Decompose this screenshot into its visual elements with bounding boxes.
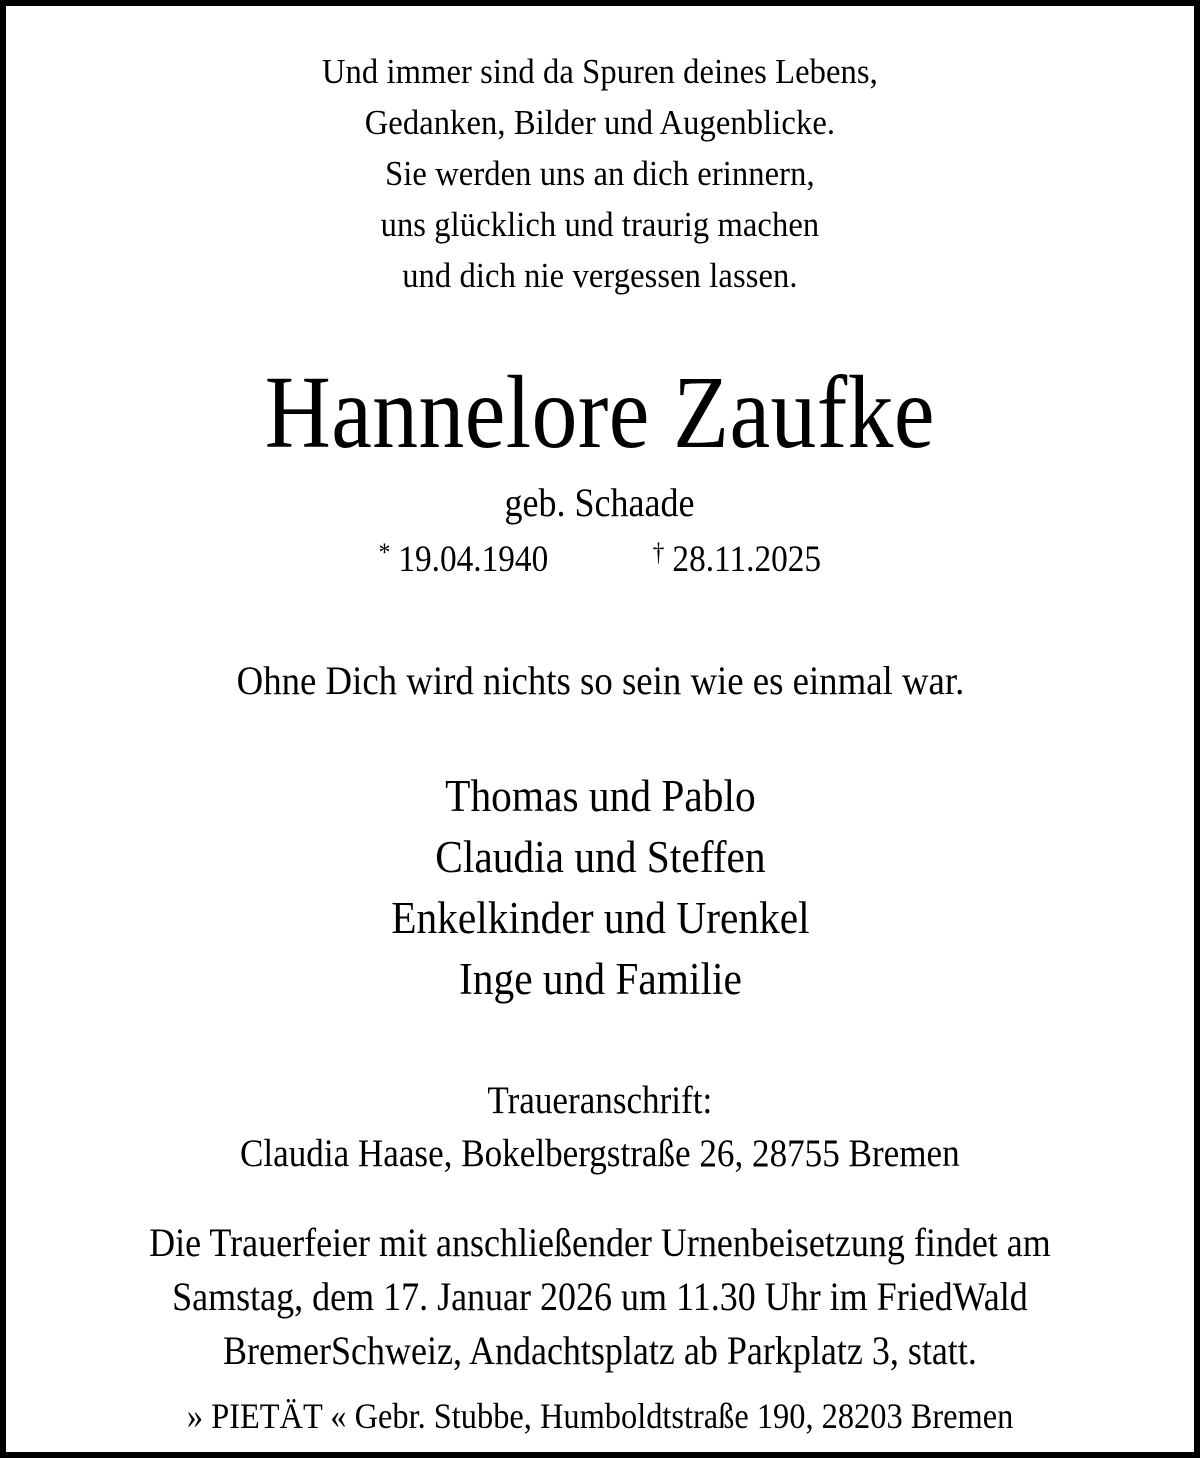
verse-line-2: Gedanken, Bilder und Augenblicke. — [364, 103, 836, 142]
death-date: 28.11.2025 — [672, 539, 822, 580]
verse-line-1: Und immer sind da Spuren deines Lebens, — [322, 52, 878, 91]
survivor-line-3: Enkelkinder und Urenkel — [390, 893, 810, 943]
deceased-name: Hannelore Zaufke — [264, 355, 936, 470]
mourning-address — [240, 1074, 960, 1180]
life-dates — [379, 539, 821, 584]
birth-date: 19.04.1940 — [398, 539, 549, 580]
mourning-address-value: Claudia Haase, Bokelbergstraße 26, 28755 Bremen — [240, 1132, 960, 1175]
mourning-address-label: Traueranschrift: — [487, 1079, 713, 1122]
service-line-1: Die Trauerfeier mit anschließender Urnenbeisetzung findet am — [149, 1220, 1051, 1265]
verse-line-4: uns glücklich und traurig machen — [380, 205, 820, 244]
death-date-group — [653, 539, 821, 584]
maiden-name: geb. Schaade — [505, 480, 695, 525]
survivors-list — [391, 766, 809, 1010]
funeral-home-credit: » PIETÄT « Gebr. Stubbe, Humboldtstraße 190, 28203 Bremen — [186, 1396, 1014, 1436]
birth-date-group — [379, 539, 549, 584]
survivor-line-1: Thomas und Pablo — [444, 771, 756, 821]
service-details — [149, 1216, 1051, 1378]
survivor-line-4: Inge und Familie — [458, 954, 742, 1004]
birth-star-icon: * — [378, 538, 391, 567]
cross-icon: † — [652, 538, 665, 567]
farewell-line: Ohne Dich wird nichts so sein wie es einmal war. — [236, 658, 964, 703]
verse-line-5: und dich nie vergessen lassen. — [402, 256, 798, 295]
service-line-3: BremerSchweiz, Andachtsplatz ab Parkplatz 3, statt. — [223, 1328, 977, 1373]
notice-content — [6, 6, 1194, 1452]
verse-line-3: Sie werden uns an dich erinnern, — [385, 154, 815, 193]
deceased-block — [219, 355, 981, 584]
service-line-2: Samstag, dem 17. Januar 2026 um 11.30 Uhr im FriedWald — [172, 1274, 1028, 1319]
memorial-verse — [301, 46, 899, 301]
survivor-line-2: Claudia und Steffen — [434, 832, 766, 882]
